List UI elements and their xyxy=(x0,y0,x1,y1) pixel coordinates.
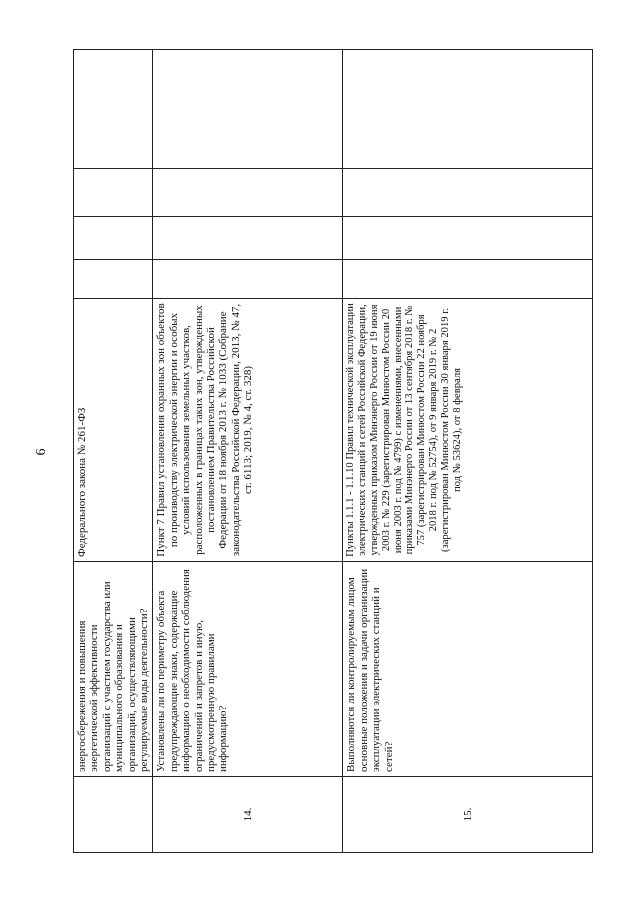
row-number xyxy=(74,777,153,853)
rotated-table-container xyxy=(73,50,580,853)
not-applicable-cell xyxy=(153,169,343,217)
not-applicable-cell xyxy=(343,169,593,217)
note-cell xyxy=(74,50,153,169)
table-row xyxy=(153,50,343,853)
question-cell: Установлены ли по периметру объекта предупреждающие знаки, содержащие информацию о необходимости соблюдения ограничений и запретов и иную, предусмотренную правилами информацию? xyxy=(153,562,343,777)
note-cell xyxy=(343,50,593,169)
question-cell: Выполняются ли контролируемым лицом основные положения и задачи организации эксплуатации электрических станций и сетей? xyxy=(343,562,593,777)
yes-cell xyxy=(343,260,593,299)
reference-cell: Федерального закона № 261-ФЗ xyxy=(74,299,153,562)
checklist-table xyxy=(73,49,593,853)
note-cell xyxy=(153,50,343,169)
table-row xyxy=(343,50,593,853)
page-number: 6 xyxy=(34,448,49,456)
no-cell xyxy=(74,217,153,260)
reference-cell: Пункт 7 Правил установления охранных зон объектов по производству электрической энергии и особых условий использования земельных участков, расположенных в границах таких зон, утвержденных постановлением Правительства Российской Федерации от 18 ноября 2013 г. № 1033 (Собрание законодательства Российской Федерации, 2013, № 47, ст. 6113; 2019, № 4, ст. 328) xyxy=(153,299,343,562)
reference-cell: Пункты 1.1.1 - 1.1.10 Правил технической эксплуатации электрических станций и сетей Российской Федерации, утвержденных приказом Минэнерго России от 19 июня 2003 г. № 229 (зарегистрирован Минюстом России 20 июня 2003 г. под № 4799) с изменениями, внесенными приказами Минэнерго России от 13 сентября 2018 г. № 757 (зарегистрирован Минюстом России 22 ноября 2018 г. под № 52754), от 9 января 2019 г. № 2 (зарегистрирован Минюстом России 30 января 2019 г. под № 53624), от 8 февраля xyxy=(343,299,593,562)
table-row xyxy=(74,50,153,853)
no-cell xyxy=(153,217,343,260)
yes-cell xyxy=(74,260,153,299)
question-cell: энергосбережения и повышения энергетической эффективности организаций с участием государства или муниципального образования и организаций, осуществляющими регулируемые виды деятельности? xyxy=(74,562,153,777)
yes-cell xyxy=(153,260,343,299)
no-cell xyxy=(343,217,593,260)
row-number: 14. xyxy=(153,777,343,853)
row-number: 15. xyxy=(343,777,593,853)
not-applicable-cell xyxy=(74,169,153,217)
